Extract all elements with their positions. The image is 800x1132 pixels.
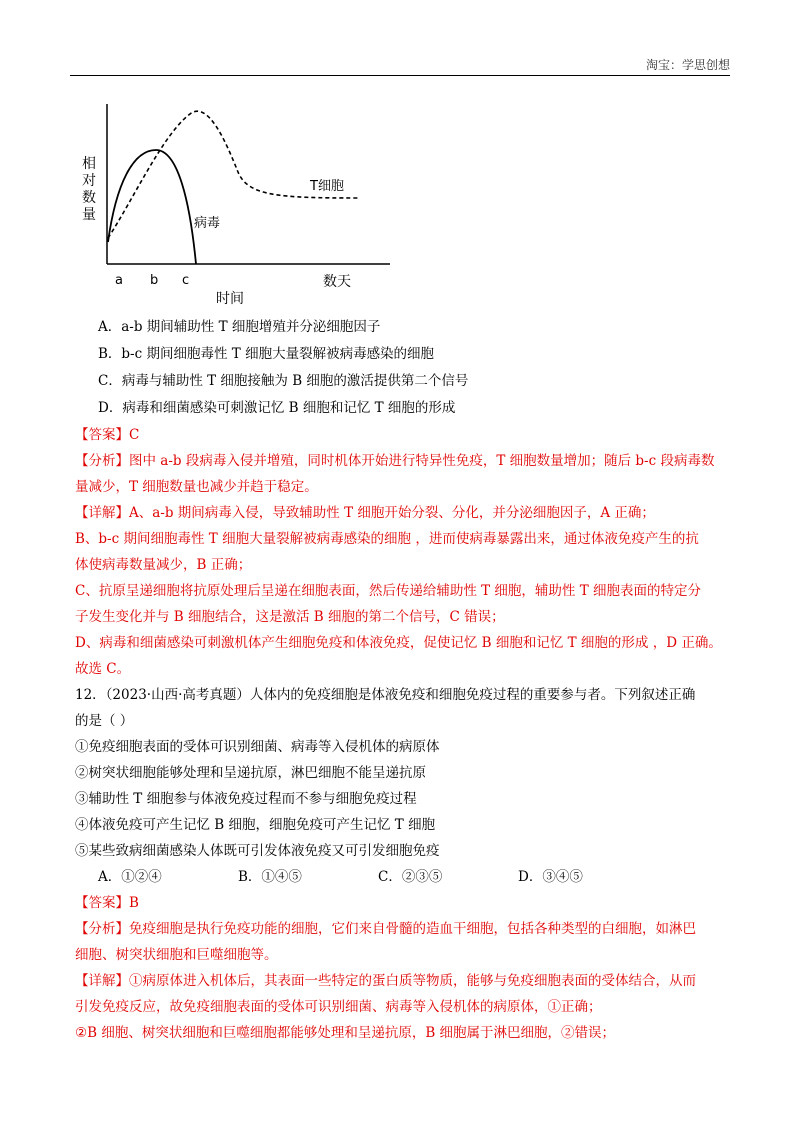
q12-statement: ④体液免疫可产生记忆 B 细胞，细胞免疫可产生记忆 T 细胞 xyxy=(75,817,436,833)
q12-detail-line: 【详解】①病原体进入机体后，其表面一些特定的蛋白质等物质，能够与免疫细胞表面的受体结合，从而 xyxy=(75,973,696,989)
q12-choice-d: D．③④⑤ xyxy=(518,869,583,885)
q12-stem-line: 的是（ ） xyxy=(75,713,134,729)
q12-analysis-line: 细胞、树突状细胞和巨噬细胞等。 xyxy=(75,947,278,963)
q12-choice-a: A．①②④ xyxy=(98,869,162,885)
q12-statement: ⑤某些致病细菌感染人体既可引发体液免疫又可引发细胞免疫 xyxy=(75,843,440,859)
x-unit-label: 数天 xyxy=(323,274,351,290)
virus-label: 病毒 xyxy=(194,216,221,231)
q11-detail-line: C、抗原呈递细胞将抗原处理后呈递在细胞表面，然后传递给辅助性 T 细胞，辅助性 T 细胞表面的特定分 xyxy=(75,583,702,599)
q12-choice-b: B．①④⑤ xyxy=(238,869,302,885)
x-axis-label: 时间 xyxy=(216,291,244,307)
q12-stem-line: 12．（2023·山西·高考真题）人体内的免疫细胞是体液免疫和细胞免疫过程的重要参与者。下列叙述正确 xyxy=(75,687,696,703)
q11-detail-line: 故选 C。 xyxy=(75,661,131,677)
q12-detail-line: ②B 细胞、树突状细胞和巨噬细胞都能够处理和呈递抗原，B 细胞属于淋巴细胞，②错误； xyxy=(75,1025,616,1041)
t-cell-label: T细胞 xyxy=(310,179,344,194)
q11-option-b: B．b-c 期间细胞毒性 T 细胞大量裂解被病毒感染的细胞 xyxy=(98,346,435,362)
q12-analysis-line: 【分析】免疫细胞是执行免疫功能的细胞，它们来自骨髓的造血干细胞，包括各种类型的白细胞，如淋巴 xyxy=(75,921,696,937)
q11-analysis-line: 量减少，T 细胞数量也减少并趋于稳定。 xyxy=(75,479,318,495)
ylabel-char: 量 xyxy=(82,207,96,223)
t-cell-curve xyxy=(108,111,358,238)
q12-detail-line: 引发免疫反应，故免疫细胞表面的受体可识别细菌、病毒等入侵机体的病原体，①正确； xyxy=(75,999,602,1015)
tick-label-c: c xyxy=(182,273,190,288)
ylabel-char: 数 xyxy=(82,190,96,206)
virus-tcell-chart xyxy=(78,92,398,310)
header-rule xyxy=(70,75,730,76)
q11-detail-line: D、病毒和细菌感染可刺激机体产生细胞免疫和体液免疫，促使记忆 B 细胞和记忆 T 细胞的形成 ，D 正确。 xyxy=(75,635,722,651)
q11-option-c: C．病毒与辅助性 T 细胞接触为 B 细胞的激活提供第二个信号 xyxy=(98,373,469,389)
ylabel-char: 对 xyxy=(82,173,96,189)
q11-detail-line: 子发生变化并与 B 细胞结合，这是激活 B 细胞的第二个信号，C 错误； xyxy=(75,609,505,625)
tick-label-b: b xyxy=(150,273,159,288)
q11-answer: 【答案】C xyxy=(75,427,140,443)
tick-label-a: a xyxy=(115,273,123,288)
q11-detail-line: 【详解】A、a-b 期间病毒入侵，导致辅助性 T 细胞开始分裂、分化，并分泌细胞因子，A 正确； xyxy=(75,505,655,521)
q11-detail-line: 体使病毒数量减少，B 正确； xyxy=(75,557,252,573)
q11-option-d: D．病毒和细菌感染可刺激记忆 B 细胞和记忆 T 细胞的形成 xyxy=(98,400,456,416)
q11-detail-line: B、b-c 期间细胞毒性 T 细胞大量裂解被病毒感染的细胞 ，进而使病毒暴露出来，通过体液免疫产生的抗 xyxy=(75,531,699,547)
ylabel-char: 相 xyxy=(82,156,96,172)
q11-analysis-line: 【分析】图中 a-b 段病毒入侵并增殖，同时机体开始进行特异性免疫，T 细胞数量增加；随后 b-c 段病毒数 xyxy=(75,453,715,469)
q12-answer: 【答案】B xyxy=(75,895,139,911)
q12-statement: ②树突状细胞能够处理和呈递抗原，淋巴细胞不能呈递抗原 xyxy=(75,765,426,781)
q12-choice-c: C．②③⑤ xyxy=(378,869,443,885)
virus-curve xyxy=(108,150,196,264)
q11-option-a: A．a-b 期间辅助性 T 细胞增殖并分泌细胞因子 xyxy=(98,319,381,335)
q12-statement: ①免疫细胞表面的受体可识别细菌、病毒等入侵机体的病原体 xyxy=(75,739,440,755)
page-header: 淘宝：学思创想 xyxy=(645,58,730,72)
q12-statement: ③辅助性 T 细胞参与体液免疫过程而不参与细胞免疫过程 xyxy=(75,791,417,807)
